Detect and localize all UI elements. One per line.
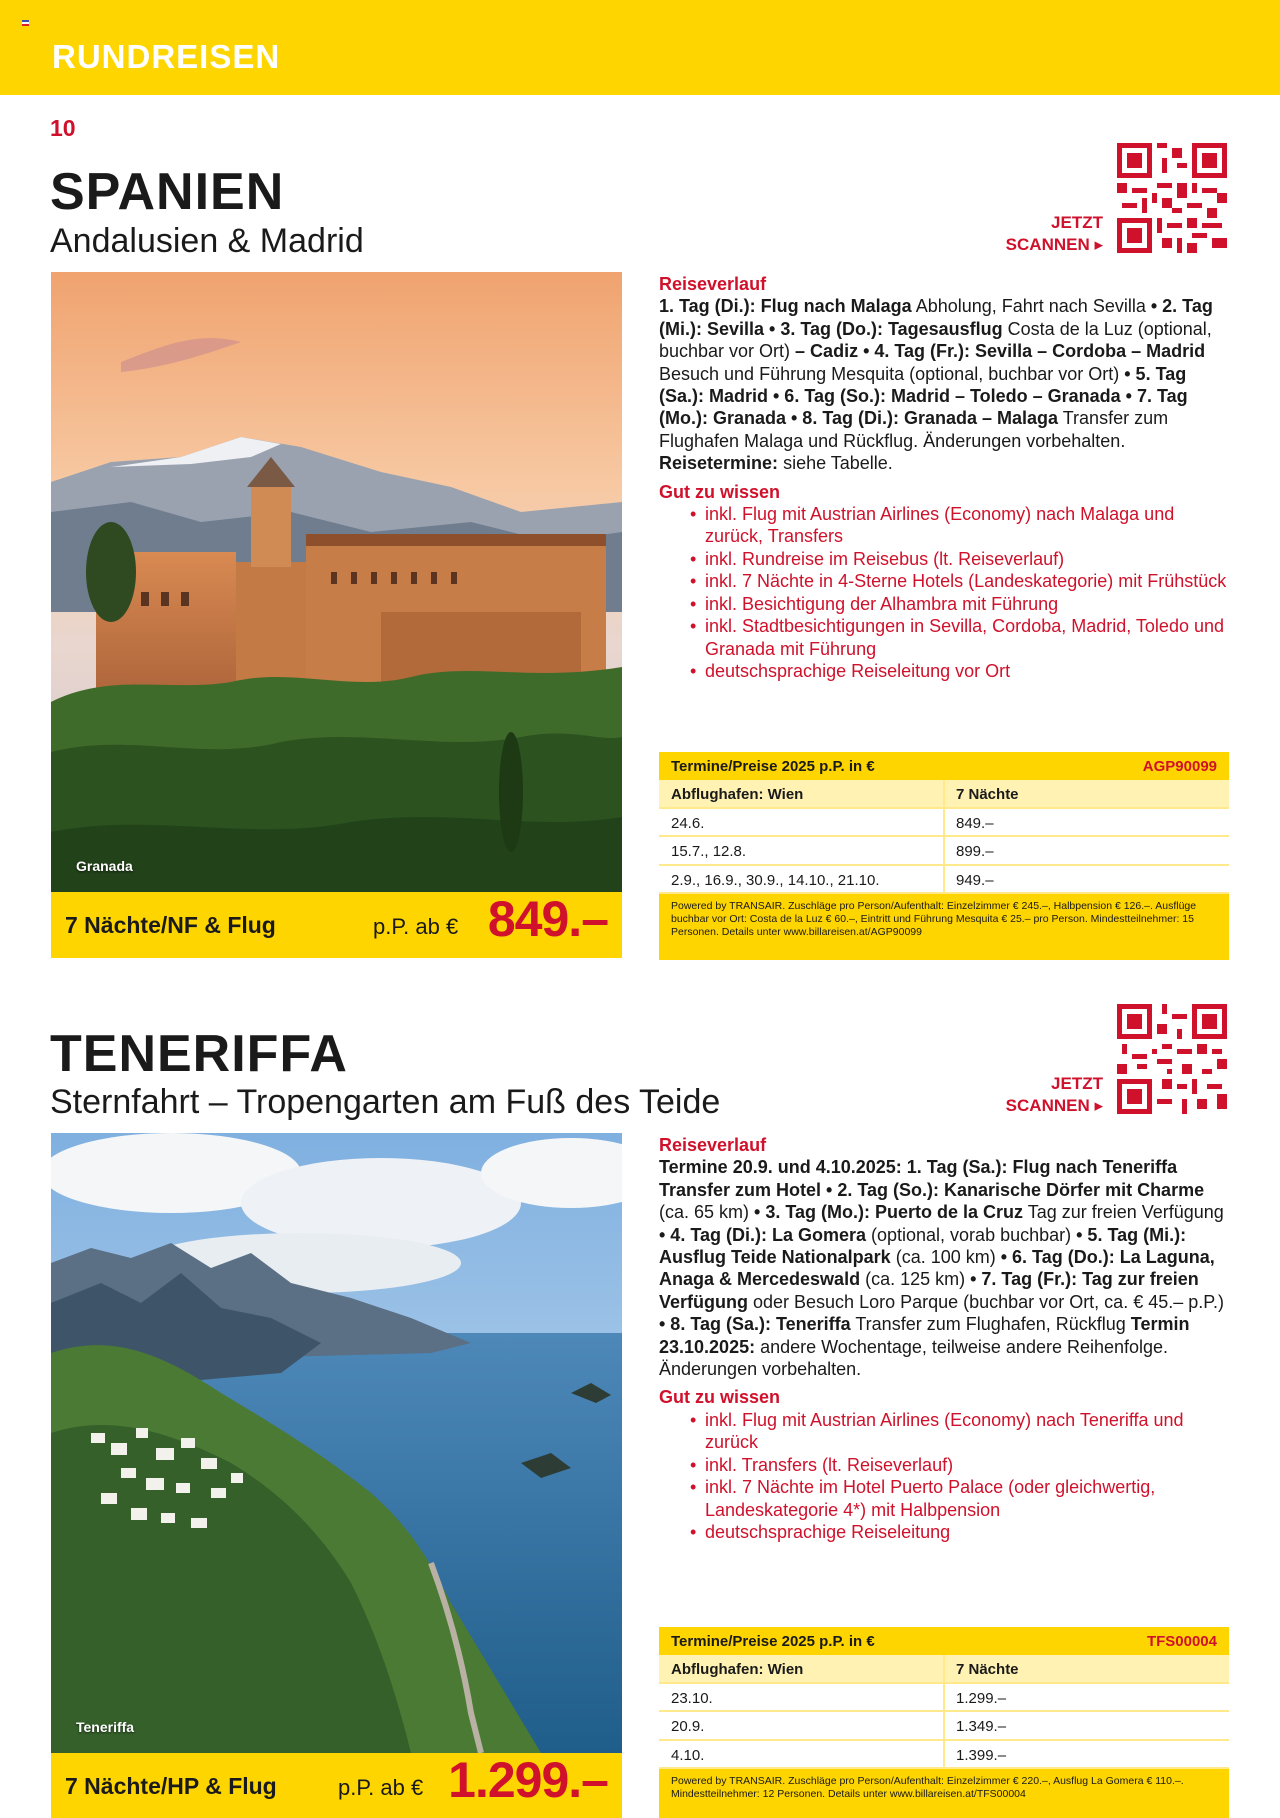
row-date: 23.10. bbox=[671, 1689, 713, 1707]
offer-title-teneriffa: TENERIFFA bbox=[50, 1025, 348, 1083]
itinerary-heading: Reiseverlauf bbox=[659, 274, 767, 294]
table-row bbox=[659, 1712, 1229, 1741]
table-row bbox=[659, 809, 1229, 838]
itinerary-text-segment: (ca. 125 km) bbox=[860, 1269, 971, 1290]
table-header bbox=[659, 752, 1229, 780]
row-date: 4.10. bbox=[671, 1746, 705, 1764]
row-date: 15.7., 12.8. bbox=[671, 843, 747, 860]
list-item: • deutschsprachige Reiseleitung vor Ort bbox=[705, 660, 1229, 682]
table-title: Termine/Preise 2025 p.P. in € bbox=[671, 758, 875, 775]
itinerary-text-segment: oder Besuch Loro Parque (buchbar vor Ort, ca. € 45.– p.P.) bbox=[748, 1291, 1224, 1312]
good-to-know-list bbox=[705, 503, 1229, 682]
offer-subtitle-spanien: Andalusien & Madrid bbox=[50, 222, 364, 260]
flag-icon bbox=[22, 20, 29, 26]
row-price: 949.– bbox=[956, 871, 994, 889]
itinerary-text-segment: (ca. 100 km) bbox=[890, 1247, 1001, 1268]
qr-code-icon[interactable] bbox=[1117, 1004, 1227, 1114]
photo-teneriffa bbox=[51, 1133, 622, 1753]
duration-label: 7 Nächte/HP & Flug bbox=[65, 1773, 277, 1799]
table-title: Termine/Preise 2025 p.P. in € bbox=[671, 1633, 875, 1650]
itinerary-text-segment: Abholung, Fahrt nach Sevilla bbox=[911, 296, 1151, 317]
price-value: 849.– bbox=[487, 891, 608, 947]
itinerary-bold-segment: 1. Tag (Sa.): Flug nach Teneriffa Transfer zum Hotel • 2. Tag (So.): Kanarische Dörfer mit Charme bbox=[659, 1157, 1205, 1200]
itinerary-bold-segment: 1. Tag (Di.): Flug nach Malaga bbox=[659, 296, 912, 317]
price-prefix: p.P. ab € bbox=[338, 1775, 424, 1800]
table-footnote: Powered by TRANSAIR. Zuschläge pro Person/Aufenthalt: Einzelzimmer € 245.–, Halbpension € 126.–. Ausflüge buchbar vor Ort: Costa de la Luz € 60.–, Eintritt und Führung Mesquita € 25.– pro Person. Mindestteilnehmer: 15 Personen. Details unter www.billareisen.at/AGP90099 bbox=[659, 894, 1229, 960]
photo-caption: Granada bbox=[76, 858, 133, 874]
list-item: • deutschsprachige Reiseleitung bbox=[705, 1521, 1229, 1543]
itinerary-bold-segment: – Cadiz • 4. Tag (Fr.): Sevilla – Cordoba – Madrid bbox=[795, 341, 1206, 362]
column-header: Abflughafen: Wien bbox=[671, 1661, 804, 1678]
offer-subtitle-teneriffa: Sternfahrt – Tropengarten am Fuß des Teide bbox=[50, 1083, 721, 1121]
qr-scan-label[interactable] bbox=[963, 212, 1103, 256]
list-item: • inkl. 7 Nächte in 4-Sterne Hotels (Landeskategorie) mit Frühstück bbox=[705, 570, 1229, 592]
table-row bbox=[659, 1684, 1229, 1713]
itinerary-block-spanien bbox=[659, 273, 1229, 682]
row-price: 849.– bbox=[956, 814, 994, 832]
table-column-headers bbox=[659, 780, 1229, 809]
table-row bbox=[659, 866, 1229, 895]
itinerary-bold-segment: Reisetermine: bbox=[659, 453, 779, 474]
itinerary-bold-segment: Termine 20.9. und 4.10.2025: bbox=[659, 1157, 902, 1178]
photo-granada bbox=[51, 272, 622, 892]
itinerary-bold-segment: Termin 23.10.2025: bbox=[659, 1314, 1190, 1357]
itinerary-text-segment: (optional, vorab buchbar) bbox=[866, 1224, 1077, 1245]
itinerary-heading: Reiseverlauf bbox=[659, 1135, 767, 1155]
itinerary-bold-segment: • 8. Tag (Sa.): Teneriffa bbox=[659, 1314, 851, 1335]
price-table-spanien bbox=[659, 752, 1229, 960]
qr-label-line2: SCANNEN ▸ bbox=[1005, 1096, 1103, 1115]
list-item: • inkl. Transfers (lt. Reiseverlauf) bbox=[705, 1454, 1229, 1476]
row-date: 2.9., 16.9., 30.9., 14.10., 21.10. bbox=[671, 871, 880, 889]
good-to-know-list bbox=[705, 1409, 1229, 1543]
qr-label-line1: JETZT bbox=[1051, 1074, 1103, 1093]
itinerary-text-segment: siehe Tabelle. bbox=[778, 453, 893, 474]
table-column-headers bbox=[659, 1655, 1229, 1684]
price-prefix: p.P. ab € bbox=[373, 914, 459, 939]
photo-caption: Teneriffa bbox=[76, 1719, 135, 1735]
price-table-teneriffa bbox=[659, 1627, 1229, 1818]
itinerary-bold-segment: • 4. Tag (Di.): La Gomera bbox=[659, 1224, 866, 1245]
itinerary-bold-segment: • 6. Tag (Do.): La Laguna, Anaga & Mercedeswald bbox=[659, 1247, 1215, 1290]
itinerary-text-segment: Besuch und Führung Mesquita (optional, buchbar vor Ort) bbox=[659, 363, 1125, 384]
itinerary-text bbox=[659, 295, 1229, 474]
list-item: • inkl. Stadtbesichtigungen in Sevilla, Cordoba, Madrid, Toledo und Granada mit Führung bbox=[705, 615, 1229, 660]
row-date: 24.6. bbox=[671, 814, 705, 832]
table-footnote: Powered by TRANSAIR. Zuschläge pro Person/Aufenthalt: Einzelzimmer € 220.–, Ausflug La Gomera € 110.–. Mindestteilnehmer: 12 Personen. Details unter www.billareisen.at/TFS00004 bbox=[659, 1769, 1229, 1818]
column-header: 7 Nächte bbox=[956, 786, 1019, 803]
good-to-know-heading: Gut zu wissen bbox=[659, 1387, 781, 1408]
column-header: 7 Nächte bbox=[956, 1661, 1019, 1678]
good-to-know-heading: Gut zu wissen bbox=[659, 481, 781, 502]
itinerary-text-segment: Tag zur freien Verfügung bbox=[1023, 1202, 1224, 1223]
itinerary-text bbox=[659, 1156, 1229, 1380]
itinerary-bold-segment: • 5. Tag (Mi.): Ausflug Teide Nationalpark bbox=[659, 1224, 1187, 1268]
price-bar-teneriffa bbox=[51, 1753, 622, 1818]
page-number: 10 bbox=[50, 115, 76, 141]
qr-scan-label[interactable] bbox=[963, 1073, 1103, 1117]
itinerary-text-segment: andere Wochentage, teilweise andere Reihenfolge. Änderungen vorbehalten. bbox=[659, 1336, 1169, 1380]
qr-label-line1: JETZT bbox=[1051, 213, 1103, 232]
itinerary-bold-segment: • 5. Tag (Sa.): Madrid • 6. Tag (So.): Madrid – Toledo – Granada • 7. Tag (Mo.): Granada • 8. Tag (Di.): Granada – Malaga bbox=[659, 363, 1188, 429]
list-item: • inkl. Flug mit Austrian Airlines (Economy) nach Malaga und zurück, Transfers bbox=[705, 503, 1229, 548]
price-value: 1.299.– bbox=[448, 1752, 608, 1808]
row-date: 20.9. bbox=[671, 1718, 705, 1735]
row-price: 1.299.– bbox=[956, 1689, 1007, 1707]
itinerary-bold-segment: • 3. Tag (Mo.): Puerto de la Cruz bbox=[754, 1202, 1024, 1223]
table-header bbox=[659, 1627, 1229, 1655]
itinerary-text-segment: Costa de la Luz (optional, buchbar vor Ort) bbox=[659, 318, 1212, 362]
top-bar bbox=[0, 0, 1280, 95]
itinerary-text-segment: Transfer zum Flughafen Malaga und Rückflug. Änderungen vorbehalten. bbox=[659, 408, 1169, 451]
row-price: 1.399.– bbox=[956, 1746, 1007, 1764]
itinerary-bold-segment: • 2. Tag (Mi.): Sevilla • 3. Tag (Do.): Tagesausflug bbox=[659, 296, 1213, 339]
list-item: • inkl. Rundreise im Reisebus (lt. Reiseverlauf) bbox=[705, 548, 1229, 570]
product-code: AGP90099 bbox=[1142, 758, 1217, 775]
offer-title-spanien: SPANIEN bbox=[50, 163, 285, 221]
itinerary-text-segment: (ca. 65 km) bbox=[659, 1202, 755, 1223]
itinerary-text-segment: Transfer zum Flughafen, Rückflug bbox=[850, 1314, 1131, 1335]
duration-label: 7 Nächte/NF & Flug bbox=[65, 912, 276, 938]
column-header: Abflughafen: Wien bbox=[671, 786, 804, 803]
table-row bbox=[659, 837, 1229, 866]
list-item: • inkl. Flug mit Austrian Airlines (Economy) nach Teneriffa und zurück bbox=[705, 1409, 1229, 1454]
list-item: • inkl. Besichtigung der Alhambra mit Führung bbox=[705, 593, 1229, 615]
price-bar-spanien bbox=[51, 892, 622, 958]
product-code: TFS00004 bbox=[1146, 1633, 1217, 1650]
itinerary-block-teneriffa bbox=[659, 1134, 1229, 1543]
list-item: • inkl. 7 Nächte im Hotel Puerto Palace (oder gleichwertig, Landeskategorie 4*) mit Halbpension bbox=[705, 1476, 1229, 1521]
qr-code-icon[interactable] bbox=[1117, 143, 1227, 253]
qr-label-line2: SCANNEN ▸ bbox=[1005, 235, 1103, 254]
itinerary-bold-segment: • 7. Tag (Fr.): Tag zur freien Verfügung bbox=[659, 1269, 1199, 1312]
row-price: 1.349.– bbox=[956, 1718, 1007, 1735]
table-row bbox=[659, 1741, 1229, 1770]
row-price: 899.– bbox=[956, 843, 994, 860]
section-title: RUNDREISEN bbox=[52, 38, 281, 75]
